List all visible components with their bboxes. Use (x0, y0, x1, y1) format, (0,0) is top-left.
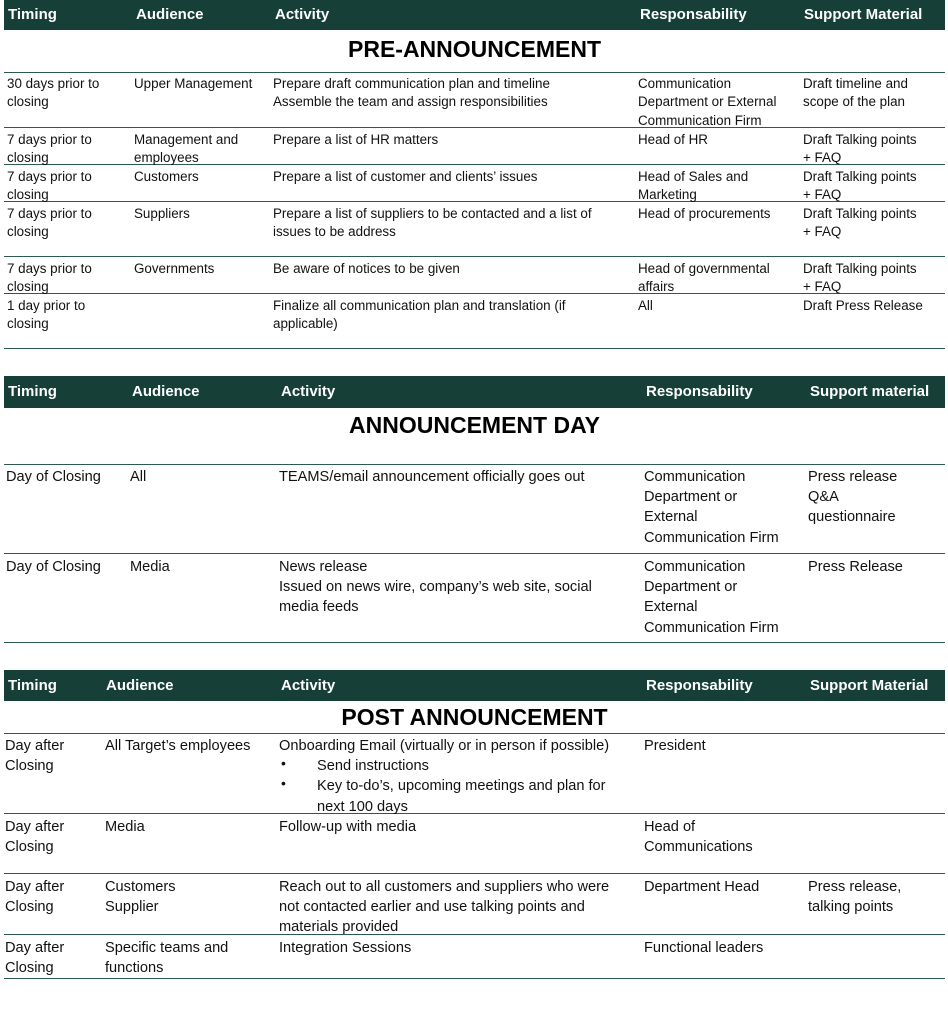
header-audience: Audience (136, 6, 204, 23)
section-day (4, 376, 945, 646)
cell-responsibility: Communication (644, 559, 746, 575)
cell-timing: Day after (5, 940, 65, 956)
header-row (4, 0, 945, 30)
cell-timing: closing (7, 150, 49, 166)
cell-audience: Customers (105, 879, 176, 895)
cell-activity: TEAMS/email announcement officially goes out (279, 469, 585, 485)
cell-timing: closing (7, 94, 49, 110)
cell-timing: Closing (5, 758, 54, 775)
cell-responsibility: All (638, 298, 653, 313)
cell-audience: Media (130, 559, 170, 575)
cell-audience: All Target’s employees (105, 738, 251, 754)
cell-timing: 7 days prior to (7, 206, 92, 221)
bullet-item: Key to-do’s, upcoming meetings and plan for (317, 778, 606, 795)
cell-support-material: Draft Talking points (803, 261, 917, 276)
cell-responsibility: External (644, 599, 698, 616)
section-pre (4, 0, 945, 352)
cell-responsibility: Communications (644, 839, 753, 856)
cell-responsibility: Head of governmental (638, 261, 770, 276)
cell-responsibility: Department or (644, 489, 738, 506)
cell-support-material: Press release, (808, 879, 902, 895)
cell-timing: 7 days prior to (7, 132, 92, 147)
cell-activity: issues to be address (273, 224, 396, 240)
cell-audience: functions (105, 960, 164, 977)
row-divider (4, 348, 945, 349)
cell-responsibility: Communication (638, 76, 732, 91)
cell-support-material: talking points (808, 899, 894, 916)
cell-activity: applicable) (273, 316, 338, 332)
cell-audience: Media (105, 819, 145, 835)
header-support-material: Support Material (804, 6, 923, 23)
cell-timing: 30 days prior to (7, 76, 100, 91)
cell-responsibility: Department Head (644, 879, 760, 895)
cell-activity: Onboarding Email (virtually or in person if possible) (279, 738, 610, 754)
cell-audience: Supplier (105, 899, 159, 916)
cell-activity: media feeds (279, 599, 359, 616)
cell-timing: 1 day prior to (7, 298, 86, 313)
cell-activity: Prepare a list of customer and clients’ issues (273, 169, 538, 184)
cell-support-material: + FAQ (803, 224, 842, 240)
cell-audience: Management and (134, 132, 239, 147)
cell-audience: Governments (134, 261, 215, 276)
cell-support-material: Draft Talking points (803, 206, 917, 221)
cell-timing: Closing (5, 839, 54, 856)
cell-support-material: Draft Talking points (803, 169, 917, 184)
cell-responsibility: Department or (644, 579, 738, 596)
header-support-material: Support Material (810, 676, 929, 694)
cell-support-material: + FAQ (803, 150, 842, 166)
cell-timing: Closing (5, 899, 54, 916)
row-divider (4, 127, 945, 128)
cell-responsibility: Marketing (638, 187, 697, 203)
header-row (4, 376, 945, 408)
row-divider (4, 553, 945, 554)
cell-activity: Prepare draft communication plan and timeline (273, 76, 550, 91)
cell-responsibility: Communication Firm (638, 112, 762, 128)
cell-responsibility: Department or External (638, 94, 777, 110)
section-title: POST ANNOUNCEMENT (341, 704, 608, 730)
cell-support-material: Q&A (808, 489, 839, 506)
header-row (4, 670, 945, 701)
cell-responsibility: affairs (638, 279, 675, 295)
cell-timing: closing (7, 224, 49, 240)
row-divider (4, 464, 945, 465)
header-timing: Timing (8, 676, 57, 694)
header-audience: Audience (106, 676, 174, 694)
header-audience: Audience (132, 383, 200, 400)
cell-activity: Reach out to all customers and suppliers who were (279, 879, 610, 895)
cell-activity: not contacted earlier and use talking points and (279, 899, 585, 916)
cell-responsibility: Head of Sales and (638, 169, 749, 184)
cell-activity: Follow-up with media (279, 819, 417, 835)
cell-timing: Closing (5, 960, 54, 977)
cell-responsibility: Head of procurements (638, 206, 771, 221)
cell-responsibility: Head of (644, 819, 696, 835)
cell-timing: Day of Closing (6, 559, 101, 575)
cell-responsibility: President (644, 738, 706, 754)
row-divider (4, 873, 945, 874)
cell-responsibility: Functional leaders (644, 940, 764, 956)
cell-support-material: Draft timeline and (803, 76, 908, 91)
cell-audience: employees (134, 150, 199, 166)
cell-activity: Integration Sessions (279, 940, 412, 956)
cell-timing: Day after (5, 879, 65, 895)
cell-responsibility: External (644, 509, 698, 526)
cell-activity: Prepare a list of suppliers to be contacted and a list of (273, 206, 592, 221)
bullet-icon: • (281, 755, 286, 772)
cell-activity: materials provided (279, 919, 399, 936)
row-divider (4, 733, 945, 734)
row-divider (4, 642, 945, 643)
header-activity: Activity (281, 383, 336, 400)
cell-audience: Suppliers (134, 206, 190, 221)
cell-support-material: scope of the plan (803, 94, 905, 110)
header-responsibility: Responsability (640, 6, 747, 23)
cell-timing: 7 days prior to (7, 169, 92, 184)
cell-support-material: Draft Press Release (803, 298, 923, 313)
cell-timing: Day after (5, 738, 65, 754)
bullet-item: Send instructions (317, 758, 429, 775)
section-title: ANNOUNCEMENT DAY (349, 412, 600, 438)
cell-timing: closing (7, 316, 49, 332)
cell-audience: Specific teams and (105, 940, 229, 956)
cell-activity: Prepare a list of HR matters (273, 132, 439, 147)
header-responsibility: Responsability (646, 383, 753, 400)
cell-audience: All (130, 469, 147, 485)
cell-activity: News release (279, 559, 368, 575)
cell-support-material: Draft Talking points (803, 132, 917, 147)
cell-activity: Assemble the team and assign responsibilities (273, 94, 548, 110)
header-timing: Timing (8, 383, 57, 400)
cell-support-material: questionnaire (808, 509, 896, 526)
cell-responsibility: Head of HR (638, 132, 708, 147)
cell-responsibility: Communication Firm (644, 619, 779, 636)
section-post (4, 670, 945, 982)
cell-timing: closing (7, 279, 49, 295)
cell-timing: Day of Closing (6, 469, 101, 485)
cell-activity: Be aware of notices to be given (273, 261, 460, 276)
cell-activity: Issued on news wire, company’s web site, social (279, 579, 592, 596)
cell-support-material: Press Release (808, 559, 903, 575)
row-divider (4, 256, 945, 257)
header-activity: Activity (275, 6, 330, 23)
cell-responsibility: Communication (644, 469, 746, 485)
cell-support-material: Press release (808, 469, 898, 485)
cell-timing: 7 days prior to (7, 261, 92, 276)
header-responsibility: Responsability (646, 676, 753, 694)
header-activity: Activity (281, 676, 336, 694)
cell-support-material: + FAQ (803, 279, 842, 295)
header-timing: Timing (8, 6, 57, 23)
cell-audience: Upper Management (134, 76, 253, 91)
section-title: PRE-ANNOUNCEMENT (348, 36, 601, 62)
cell-audience: Customers (134, 169, 199, 184)
cell-activity: Finalize all communication plan and translation (if (273, 298, 566, 313)
bullet-icon: • (281, 775, 286, 792)
cell-responsibility: Communication Firm (644, 529, 779, 546)
cell-timing: closing (7, 187, 49, 203)
row-divider (4, 72, 945, 73)
row-divider (4, 934, 945, 935)
header-support-material: Support material (810, 383, 930, 400)
row-divider (4, 813, 945, 814)
cell-timing: Day after (5, 819, 65, 835)
bullet-item: next 100 days (317, 798, 408, 815)
cell-support-material: + FAQ (803, 187, 842, 203)
